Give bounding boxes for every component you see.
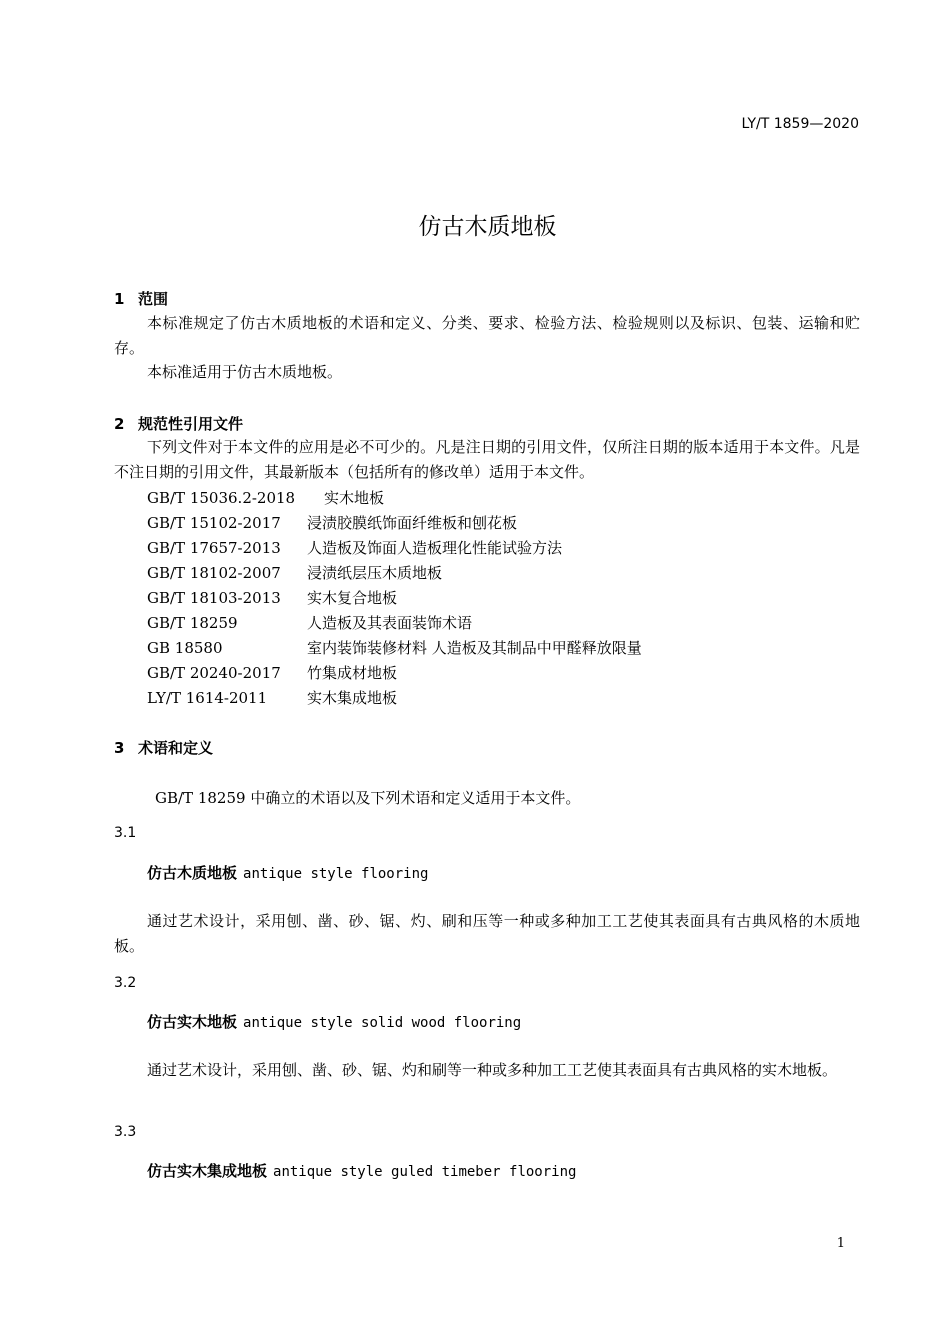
reference-code: GB/T 18103-2013 (147, 589, 281, 607)
term-entry (147, 1011, 521, 1032)
term-english: antique style flooring (243, 866, 429, 882)
clause-number: 3.2 (114, 975, 137, 991)
reference-title: 实木集成地板 (307, 689, 398, 707)
reference-title: 竹集成材地板 (307, 664, 398, 682)
term-english: antique style solid wood flooring (243, 1015, 522, 1031)
reference-item (147, 537, 562, 558)
term-definition: 通过艺术设计，采用刨、凿、砂、锯、灼和刷等一种或多种加工工艺使其表面具有古典风格的实木地板。 (147, 1061, 838, 1079)
reference-code: GB/T 18259 (147, 614, 238, 632)
section-title: 范围 (138, 290, 169, 308)
reference-item (147, 512, 517, 533)
reference-item (147, 587, 397, 608)
reference-code: GB/T 15036.2-2018 (147, 489, 296, 507)
reference-item (147, 612, 472, 633)
term-english: antique style guled timeber flooring (273, 1164, 577, 1180)
term-chinese: 仿古木质地板 (147, 864, 238, 882)
section-2-heading (114, 413, 243, 434)
term-chinese: 仿古实木地板 (147, 1013, 238, 1031)
reference-title: 实木复合地板 (307, 589, 398, 607)
reference-title: 人造板及饰面人造板理化性能试验方法 (307, 539, 563, 557)
page-number: 1 (836, 1236, 845, 1251)
term-chinese: 仿古实木集成地板 (147, 1162, 268, 1180)
reference-title: 实木地板 (324, 489, 385, 507)
standard-code: LY/T 1859—2020 (741, 116, 859, 132)
reference-code: LY/T 1614-2011 (147, 689, 268, 707)
section-number: 1 (114, 290, 125, 308)
term-definition: 通过艺术设计，采用刨、凿、砂、锯、灼、刷和压等一种或多种加工工艺使其表面具有古典风格的木质地板。 (114, 912, 860, 955)
reference-title: 浸渍胶膜纸饰面纤维板和刨花板 (307, 514, 518, 532)
reference-item (147, 637, 642, 658)
reference-code: GB/T 15102-2017 (147, 514, 281, 532)
clause-number: 3.3 (114, 1124, 137, 1140)
section-number: 3 (114, 739, 125, 757)
section-title: 术语和定义 (138, 739, 214, 757)
section-3-intro: GB/T 18259 中确立的术语以及下列术语和定义适用于本文件。 (155, 789, 581, 807)
term-entry (147, 862, 428, 883)
reference-item (147, 562, 442, 583)
document-title: 仿古木质地板 (418, 214, 557, 240)
reference-item (147, 687, 397, 708)
section-1-heading (114, 288, 168, 309)
reference-item (147, 662, 397, 683)
reference-title: 人造板及其表面装饰术语 (307, 614, 473, 632)
reference-code: GB 18580 (147, 639, 223, 657)
section-1-paragraph-1: 本标准规定了仿古木质地板的术语和定义、分类、要求、检验方法、检验规则以及标识、包装、运输和贮存。 (114, 314, 860, 357)
section-1-paragraph-2: 本标准适用于仿古木质地板。 (147, 363, 343, 381)
reference-code: GB/T 17657-2013 (147, 539, 281, 557)
section-title: 规范性引用文件 (138, 415, 244, 433)
section-3-heading (114, 737, 213, 758)
reference-code: GB/T 18102-2007 (147, 564, 281, 582)
term-entry (147, 1160, 576, 1181)
clause-number: 3.1 (114, 825, 137, 841)
section-2-intro: 下列文件对于本文件的应用是必不可少的。凡是注日期的引用文件，仅所注日期的版本适用于本文件。凡是不注日期的引用文件，其最新版本（包括所有的修改单）适用于本文件。 (114, 438, 860, 481)
section-number: 2 (114, 415, 125, 433)
reference-title: 浸渍纸层压木质地板 (307, 564, 443, 582)
reference-title: 室内装饰装修材料 人造板及其制品中甲醛释放限量 (307, 639, 642, 657)
reference-code: GB/T 20240-2017 (147, 664, 281, 682)
reference-item (147, 487, 384, 508)
